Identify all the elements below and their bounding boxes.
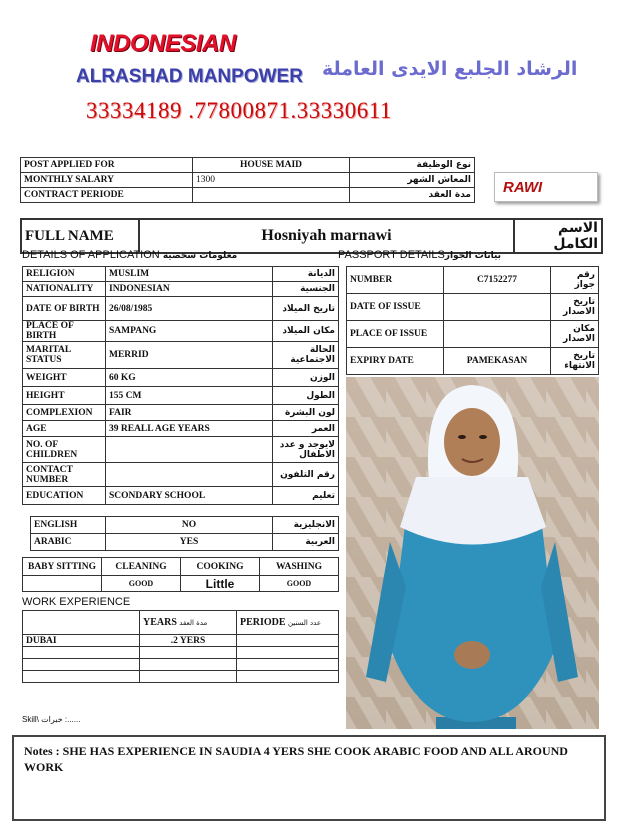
- details-label-ar: الجنسية: [273, 282, 339, 297]
- experience-periode-label-ar: عدد السنين: [287, 619, 322, 627]
- details-row: [23, 463, 339, 487]
- details-row: [23, 321, 339, 342]
- agent-badge: RAWI: [494, 172, 598, 202]
- work-experience-title: WORK EXPERIENCE: [22, 596, 131, 608]
- company-name: ALRASHAD MANPOWER: [76, 66, 303, 87]
- post-label-ar: نوع الوظيفة: [350, 158, 475, 173]
- details-row: [23, 421, 339, 437]
- work-experience-table: [22, 610, 339, 683]
- details-value: 39 REALL AGE YEARS: [106, 421, 273, 437]
- skill-header: CLEANING: [102, 558, 181, 576]
- details-value: FAIR: [106, 405, 273, 421]
- details-label: MARITAL STATUS: [23, 342, 106, 369]
- details-label: AGE: [23, 421, 106, 437]
- details-title: [22, 249, 237, 261]
- skill-value: GOOD: [260, 576, 339, 592]
- experience-country: DUBAI: [23, 635, 140, 647]
- details-label: WEIGHT: [23, 369, 106, 387]
- experience-periode: [237, 659, 339, 671]
- experience-country: [23, 659, 140, 671]
- experience-row: [23, 635, 339, 647]
- language-label-ar: العربية: [273, 534, 339, 551]
- contract-label: CONTRACT PERIODE: [21, 188, 193, 203]
- details-value: 155 CM: [106, 387, 273, 405]
- details-label: PLACE OF BIRTH: [23, 321, 106, 342]
- details-row: [23, 267, 339, 282]
- company-name-arabic: الرشاد الجلبع الايدى العاملة: [322, 58, 578, 80]
- applicant-photo-drawing: [346, 377, 599, 729]
- passport-row: [347, 321, 599, 348]
- skill-header: BABY SITTING: [23, 558, 102, 576]
- passport-value: [444, 321, 551, 348]
- skill-value: Little: [181, 576, 260, 592]
- details-value: [106, 437, 273, 463]
- passport-table: [346, 266, 599, 375]
- passport-value: C7152277: [444, 267, 551, 294]
- salary-label-ar: المعاش الشهر: [350, 173, 475, 188]
- details-value: INDONESIAN: [106, 282, 273, 297]
- passport-row: [347, 267, 599, 294]
- passport-label-ar: تاريخ الانتهاء: [551, 348, 599, 375]
- passport-value: PAMEKASAN: [444, 348, 551, 375]
- details-label-ar: الوزن: [273, 369, 339, 387]
- experience-periode: [237, 671, 339, 683]
- applicant-photo: [346, 377, 599, 729]
- passport-value: [444, 294, 551, 321]
- skills-table: [22, 557, 339, 592]
- salary-value: 1300: [193, 173, 350, 188]
- experience-periode-header: [237, 611, 339, 635]
- details-label: NATIONALITY: [23, 282, 106, 297]
- passport-title-ar: بيانات الجواز: [444, 251, 502, 261]
- details-row: [23, 297, 339, 321]
- details-value: 60 KG: [106, 369, 273, 387]
- experience-years: [140, 647, 237, 659]
- language-row: [31, 534, 339, 551]
- experience-row: [23, 647, 339, 659]
- passport-row: [347, 294, 599, 321]
- passport-label-ar: مكان الاصدار: [551, 321, 599, 348]
- brand-indonesian: INDONESIAN: [90, 30, 236, 57]
- details-label-ar: مكان الميلاد: [273, 321, 339, 342]
- details-label-ar: رقم التلفون: [273, 463, 339, 487]
- full-name-label-ar: الاسم الكامل: [514, 219, 602, 253]
- experience-periode: [237, 635, 339, 647]
- job-table: [20, 157, 475, 203]
- experience-years: .2 YERS: [140, 635, 237, 647]
- full-name-label: FULL NAME: [21, 219, 139, 253]
- experience-row: [23, 659, 339, 671]
- post-value: HOUSE MAID: [193, 158, 350, 173]
- post-label: POST APPLIED FOR: [21, 158, 193, 173]
- details-row: [23, 282, 339, 297]
- details-label-ar: الديانة: [273, 267, 339, 282]
- experience-row: [23, 671, 339, 683]
- passport-label: PLACE OF ISSUE: [347, 321, 444, 348]
- experience-periode-label: PERIODE: [240, 617, 286, 628]
- language-row: [31, 517, 339, 534]
- skill-value: [23, 576, 102, 592]
- details-title-en: DETAILS OF APPLICATION: [22, 249, 160, 261]
- details-value: 26/08/1985: [106, 297, 273, 321]
- language-value: YES: [106, 534, 273, 551]
- salary-label: MONTHLY SALARY: [21, 173, 193, 188]
- details-label-ar: الطول: [273, 387, 339, 405]
- skill-value: GOOD: [102, 576, 181, 592]
- skill-line: Skill\ خبرات :......: [22, 715, 81, 724]
- passport-label: DATE OF ISSUE: [347, 294, 444, 321]
- passport-title-en: PASSPORT DETAILS: [338, 249, 445, 261]
- details-title-ar: معلومات شخصية: [162, 251, 238, 261]
- contract-value: [193, 188, 350, 203]
- details-row: [23, 342, 339, 369]
- details-row: [23, 387, 339, 405]
- experience-years-label-ar: مدة العقد: [179, 619, 208, 627]
- details-value: SCONDARY SCHOOL: [106, 487, 273, 505]
- phone-numbers: 33334189 .77800871.33330611: [86, 98, 392, 123]
- details-value: SAMPANG: [106, 321, 273, 342]
- details-label-ar: لون البشرة: [273, 405, 339, 421]
- details-value: MERRID: [106, 342, 273, 369]
- experience-years-label: YEARS: [143, 617, 177, 628]
- details-value: [106, 463, 273, 487]
- details-row: [23, 437, 339, 463]
- language-label-ar: الانجليزية: [273, 517, 339, 534]
- skill-header: COOKING: [181, 558, 260, 576]
- passport-title: [338, 249, 501, 261]
- details-label: COMPLEXION: [23, 405, 106, 421]
- details-label-ar: تاريخ الميلاد: [273, 297, 339, 321]
- details-label-ar: لايوجد و عدد الاطفال: [273, 437, 339, 463]
- details-label: RELIGION: [23, 267, 106, 282]
- language-value: NO: [106, 517, 273, 534]
- experience-country: [23, 671, 140, 683]
- experience-years: [140, 671, 237, 683]
- full-name-value: Hosniyah marnawi: [139, 219, 514, 253]
- details-label-ar: الحالة الاجتماعية: [273, 342, 339, 369]
- language-label: ARABIC: [31, 534, 106, 551]
- experience-periode: [237, 647, 339, 659]
- experience-years: [140, 659, 237, 671]
- experience-country-header: [23, 611, 140, 635]
- details-row: [23, 369, 339, 387]
- notes-box: Notes : SHE HAS EXPERIENCE IN SAUDIA 4 YERS SHE COOK ARABIC FOOD AND ALL AROUND WORK: [12, 735, 606, 821]
- details-table: [22, 266, 339, 505]
- language-label: ENGLISH: [31, 517, 106, 534]
- details-row: [23, 405, 339, 421]
- details-label: DATE OF BIRTH: [23, 297, 106, 321]
- experience-years-header: [140, 611, 237, 635]
- passport-row: [347, 348, 599, 375]
- passport-label: NUMBER: [347, 267, 444, 294]
- details-label: EDUCATION: [23, 487, 106, 505]
- details-value: MUSLIM: [106, 267, 273, 282]
- details-label: HEIGHT: [23, 387, 106, 405]
- passport-label-ar: تاريخ الاصدار: [551, 294, 599, 321]
- details-label: NO. OF CHILDREN: [23, 437, 106, 463]
- experience-country: [23, 647, 140, 659]
- details-label-ar: تعليم: [273, 487, 339, 505]
- details-label: CONTACT NUMBER: [23, 463, 106, 487]
- details-row: [23, 487, 339, 505]
- details-label-ar: العمر: [273, 421, 339, 437]
- passport-label: EXPIRY DATE: [347, 348, 444, 375]
- languages-table: [30, 516, 339, 551]
- skill-header: WASHING: [260, 558, 339, 576]
- contract-label-ar: مدة العقد: [350, 188, 475, 203]
- passport-label-ar: رقم جواز: [551, 267, 599, 294]
